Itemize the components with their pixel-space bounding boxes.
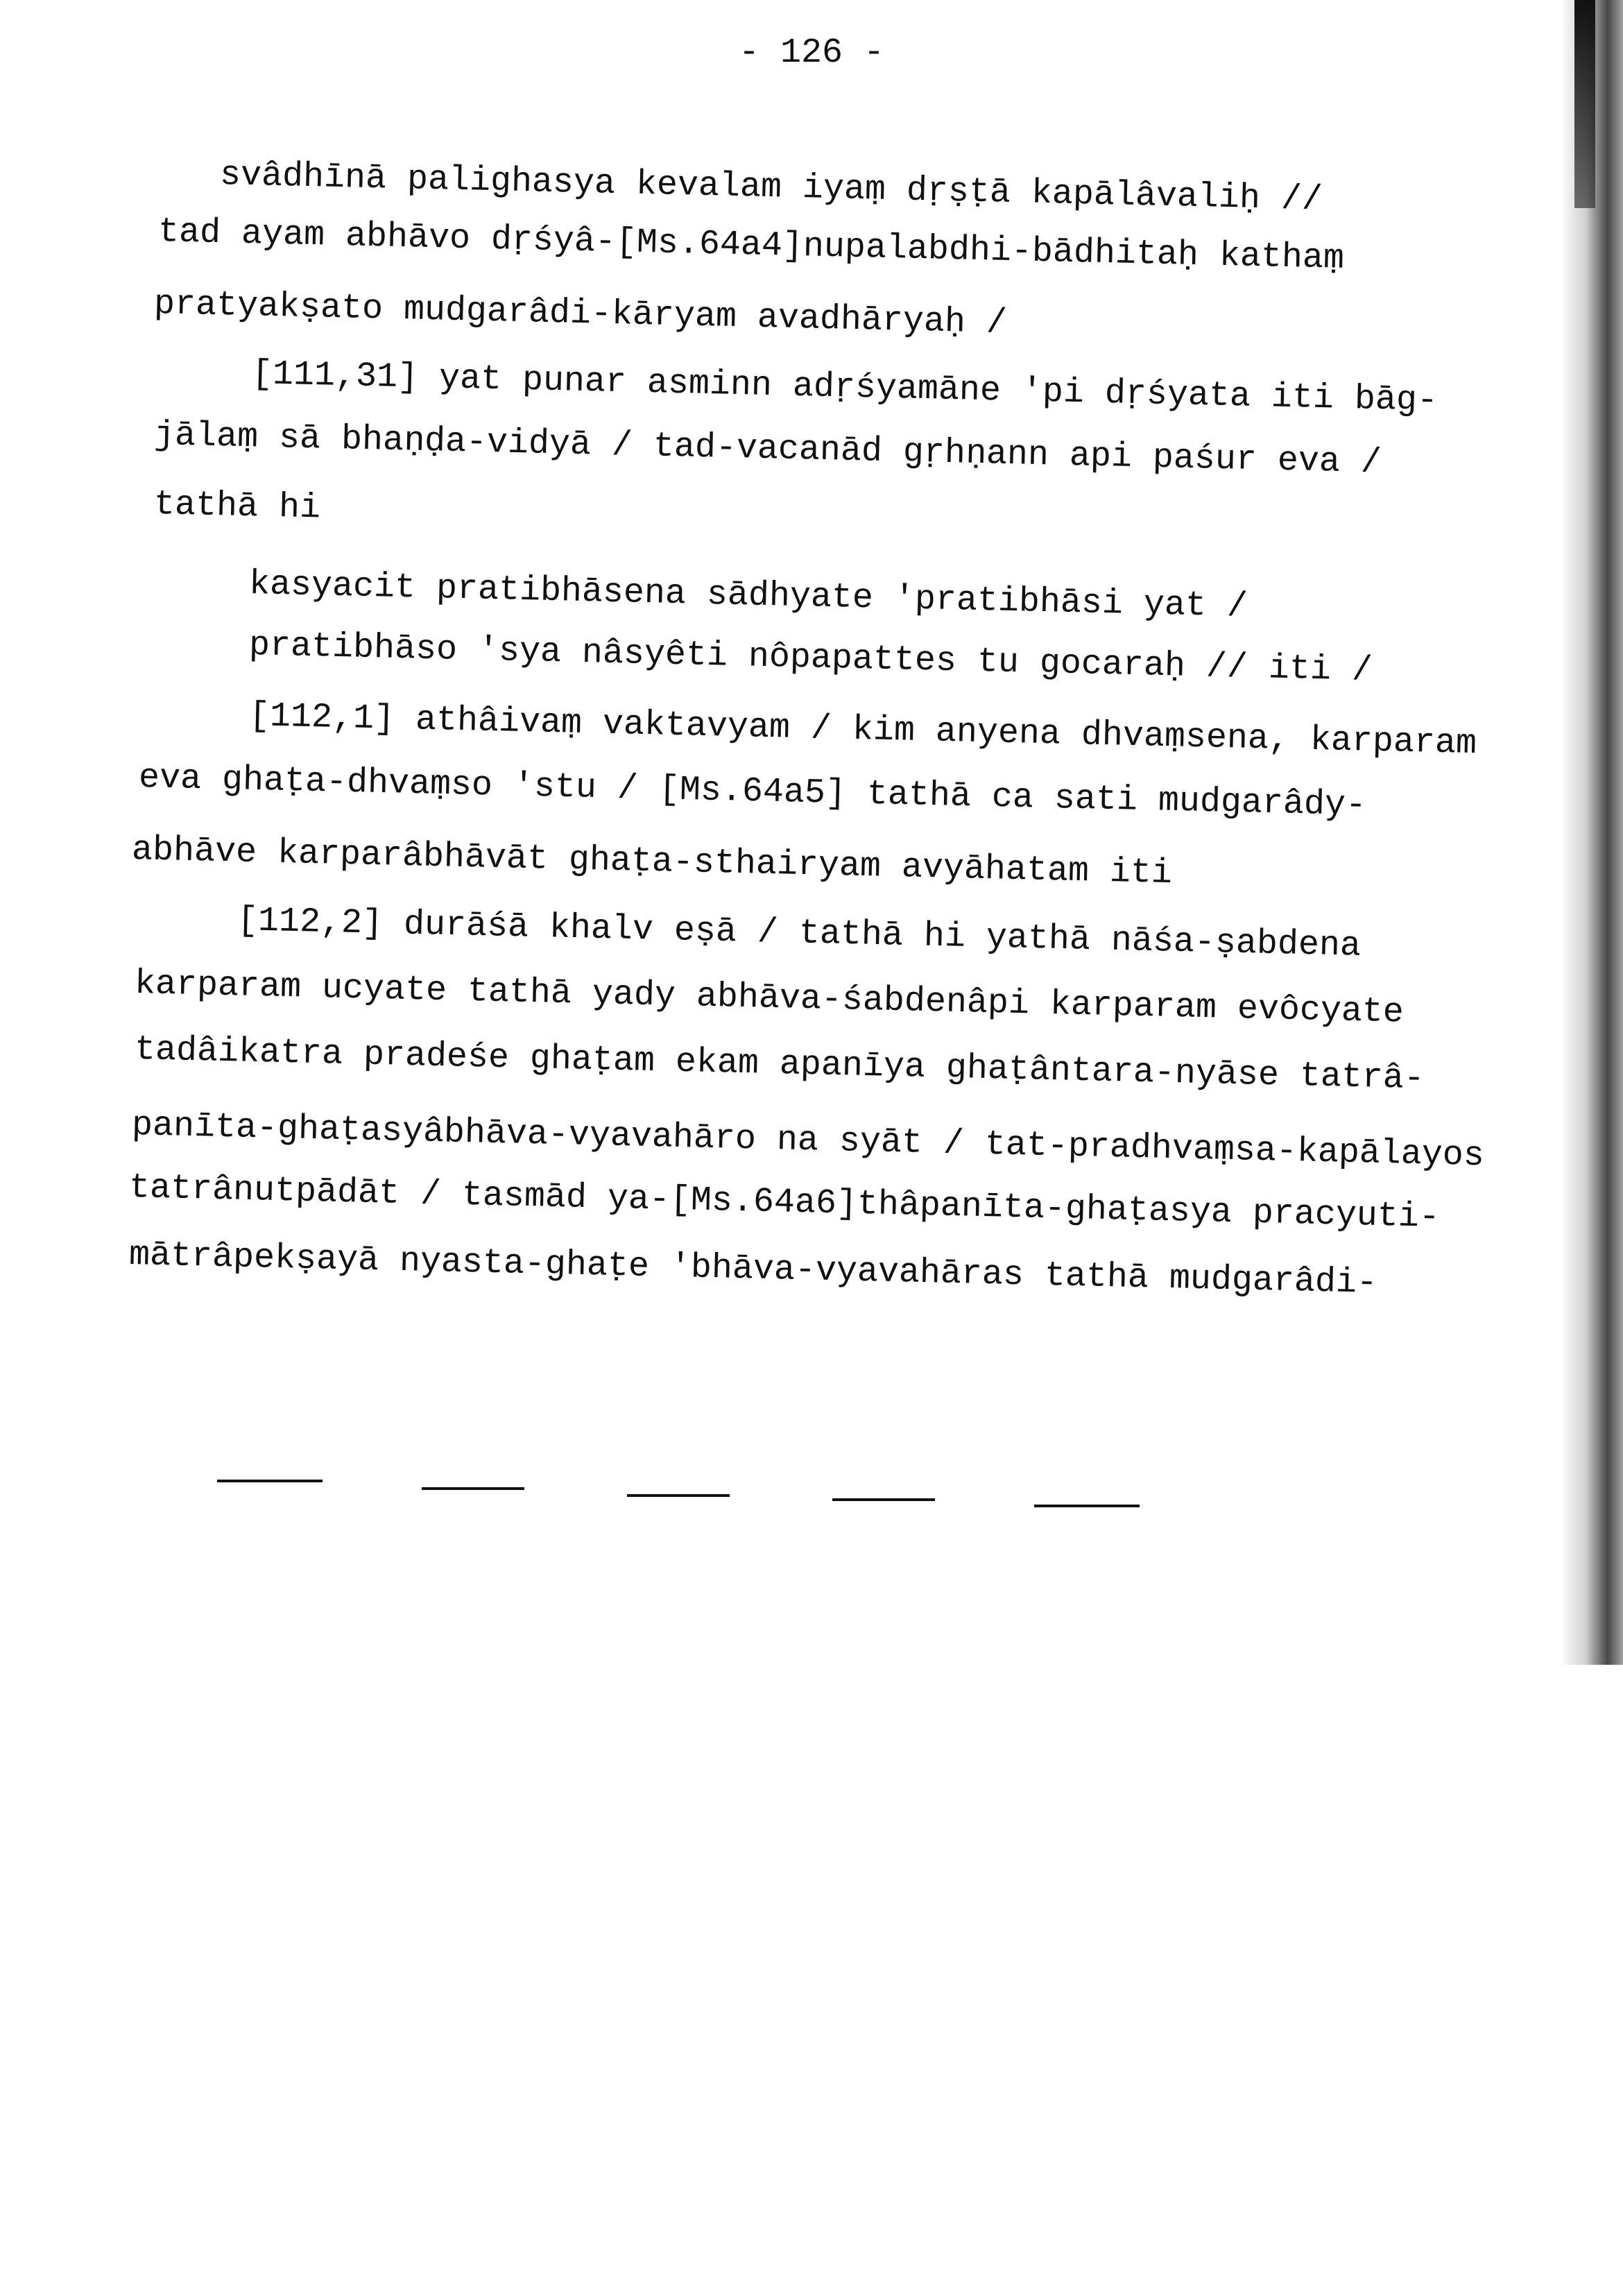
- text-line: tathā hi: [153, 485, 321, 529]
- text-line: [112,1] athâivaṃ vaktavyam / kim anyena dhvaṃsena, karparam: [248, 696, 1477, 764]
- page-number: - 126 -: [738, 33, 885, 73]
- text-line: eva ghaṭa-dhvaṃso 'stu / [Ms.64a5] tathā ca sati mudgarâdy-: [138, 758, 1367, 826]
- text-line: mātrâpekṣayā nyasta-ghaṭe 'bhāva-vyavahāras tathā mudgarâdi-: [128, 1235, 1378, 1303]
- separator-dash: [627, 1494, 730, 1497]
- text-line: abhāve karparâbhāvāt ghaṭa-sthairyam avyāhatam iti: [131, 830, 1173, 894]
- separator-dash: [217, 1480, 323, 1482]
- scan-edge-shadow: [1561, 0, 1623, 1665]
- separator-dash: [1034, 1505, 1140, 1507]
- text-line: tad ayam abhāvo dṛśyâ-[Ms.64a4]nupalabdhi-bādhitaḥ kathaṃ: [157, 212, 1345, 279]
- text-line: karparam ucyate tathā yady abhāva-śabdenâpi karparam evôcyate: [134, 964, 1405, 1033]
- text-line: pratibhāso 'sya nâsyêti nôpapattes tu gocaraḥ // iti /: [248, 626, 1373, 691]
- text-line: panīta-ghaṭasyâbhāva-vyavahāro na syāt / tat-pradhvaṃsa-kapālayos: [131, 1106, 1485, 1176]
- text-line: kasyacit pratibhāsena sādhyate 'pratibhāsi yat /: [248, 565, 1248, 627]
- text-line: pratyakṣato mudgarâdi-kāryam avadhāryaḥ /: [153, 284, 1008, 343]
- separator-dash: [832, 1498, 935, 1501]
- scan-edge-dark: [1574, 0, 1595, 208]
- text-line: [111,31] yat punar asminn adṛśyamāne 'pi dṛśyata iti bāg-: [251, 354, 1439, 421]
- text-line: [112,2] durāśā khalv eṣā / tathā hi yathā nāśa-ṣabdena: [237, 901, 1362, 966]
- separator-dash: [422, 1487, 524, 1490]
- text-line: tatrânutpādāt / tasmād ya-[Ms.64a6]thâpanīta-ghaṭasya pracyuti-: [128, 1168, 1441, 1237]
- text-line: tadâikatra pradeśe ghaṭam ekam apanīya ghaṭântara-nyāse tatrâ-: [134, 1030, 1425, 1099]
- text-line: svâdhīnā palighasya kevalam iyaṃ dṛṣṭā kapālâvaliḥ //: [219, 155, 1323, 221]
- text-line: jālaṃ sā bhaṇḍa-vidyā / tad-vacanād gṛhṇann api paśur eva /: [153, 415, 1382, 483]
